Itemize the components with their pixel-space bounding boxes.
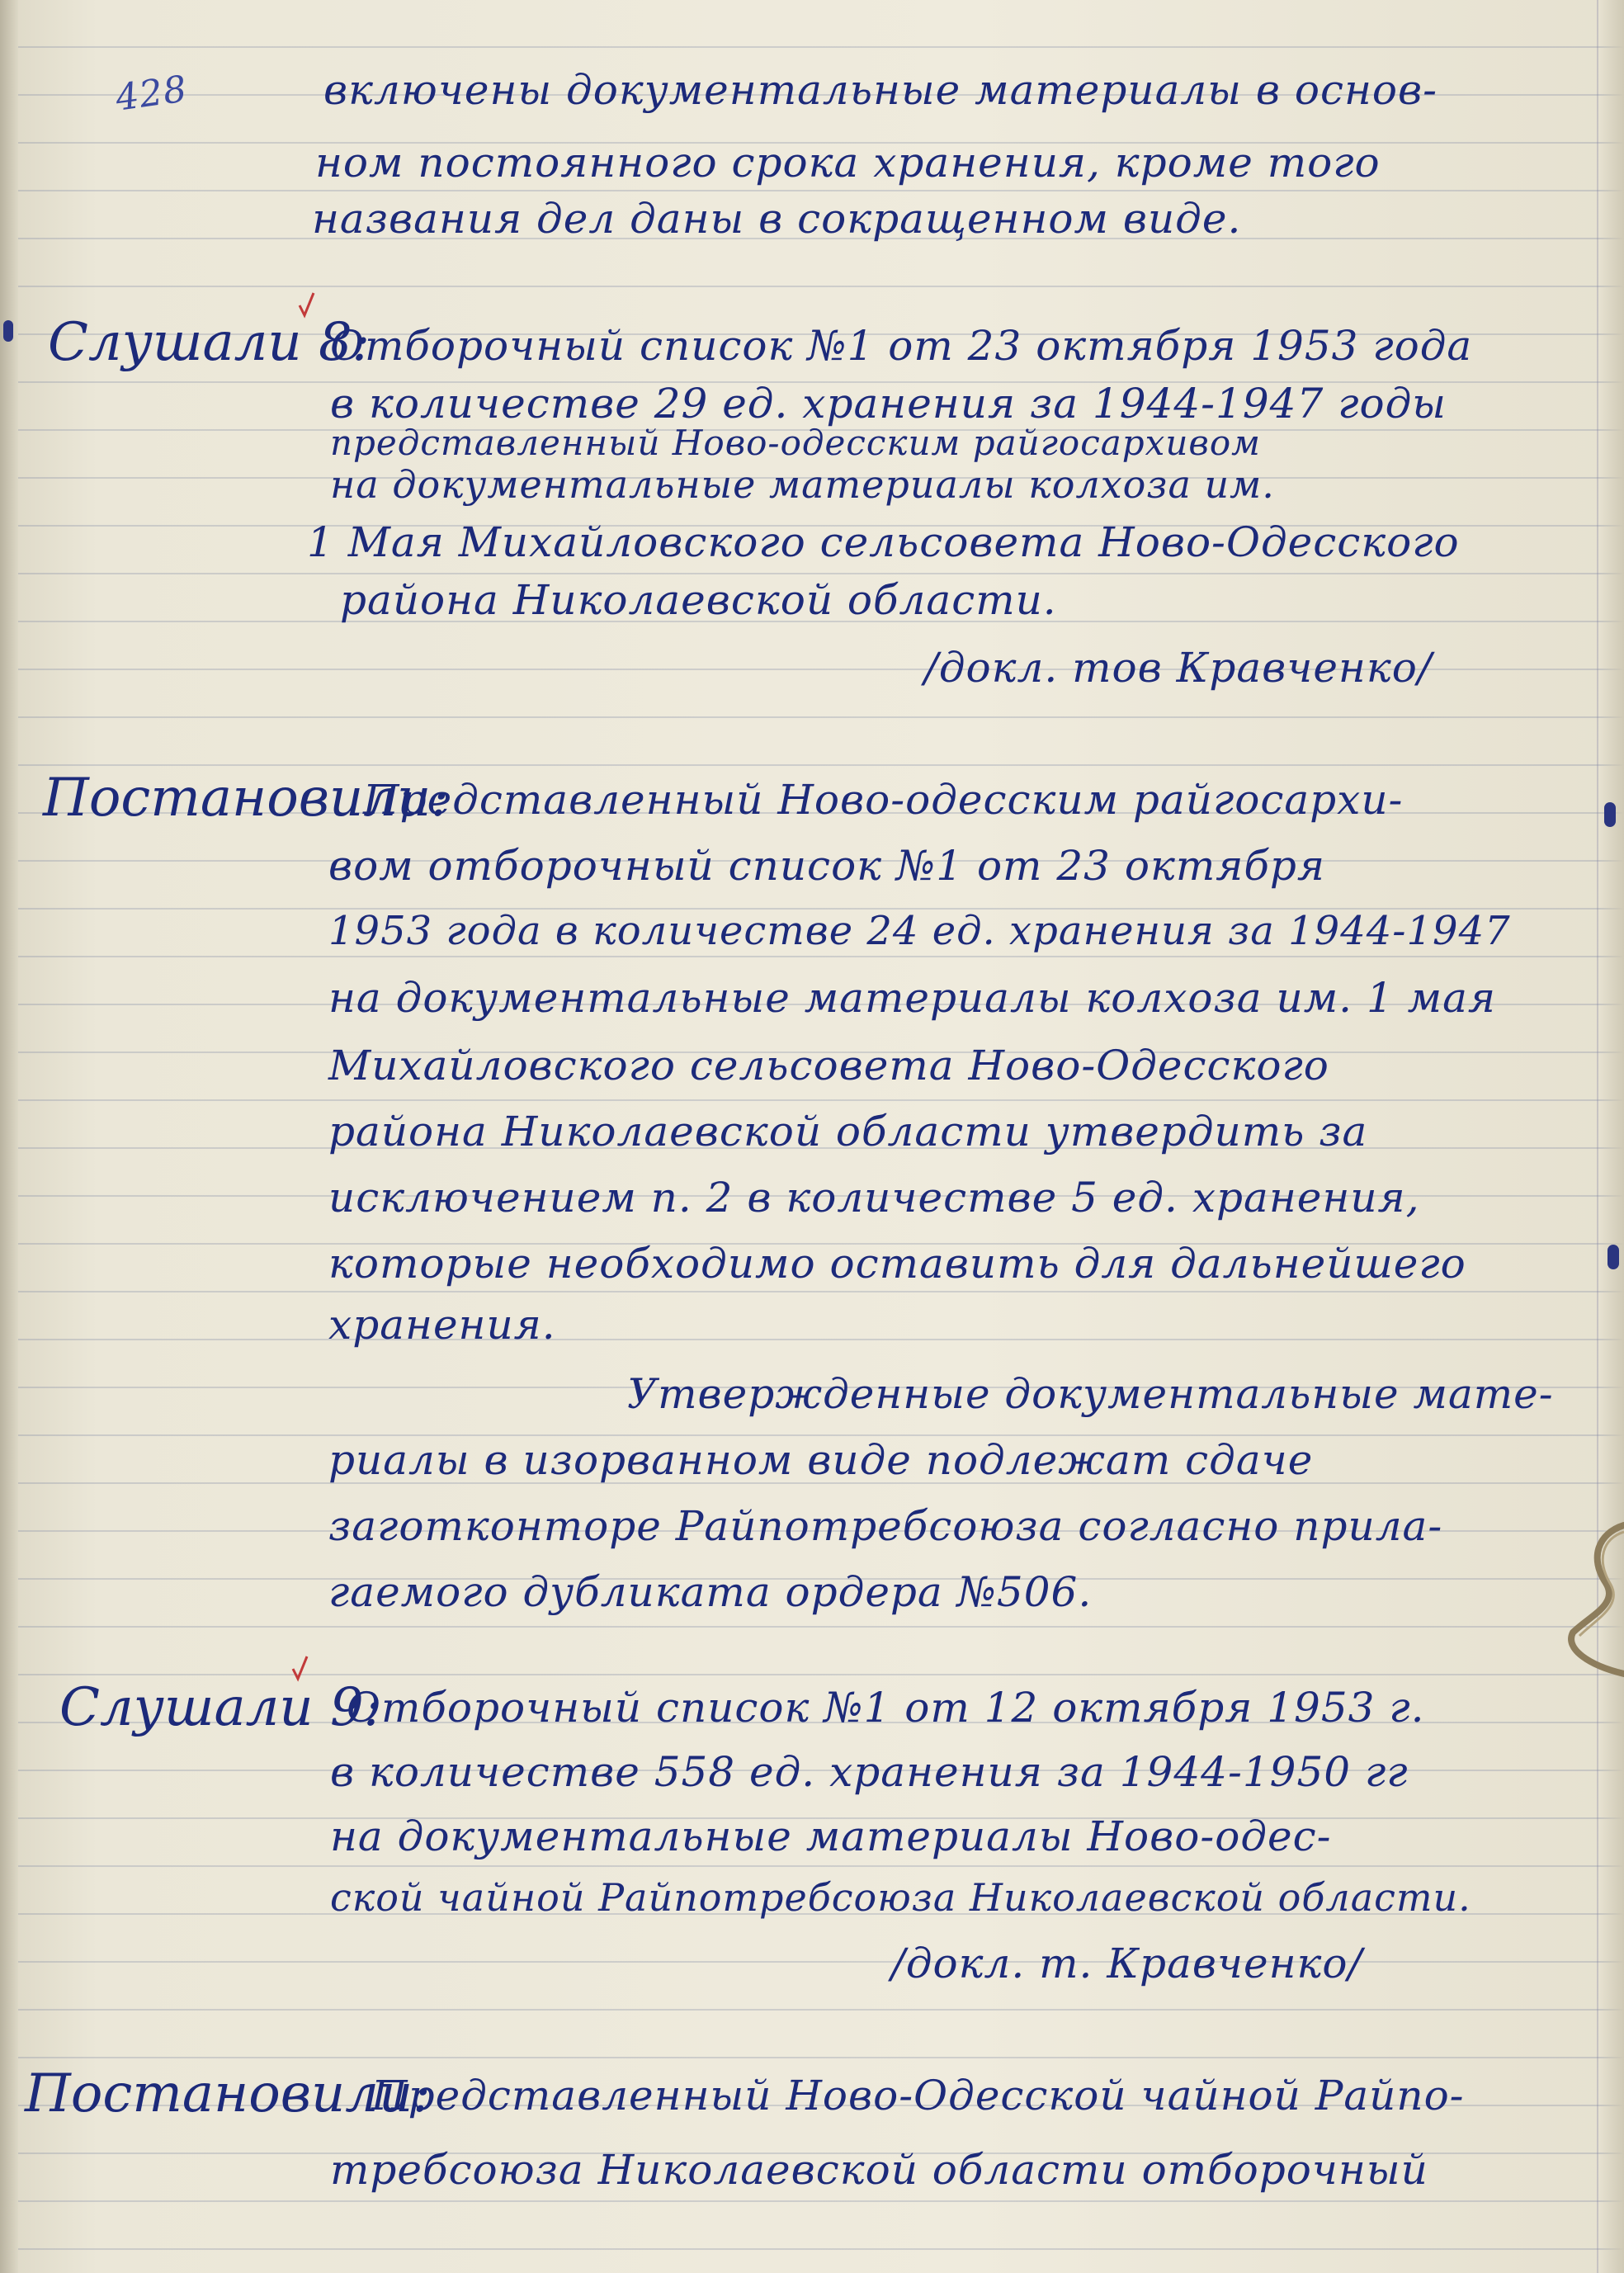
edge-ink-mark bbox=[1604, 802, 1616, 827]
text-line: Представленный Ново-одесским райгосархи- bbox=[363, 776, 1404, 824]
check-mark-icon bbox=[297, 291, 315, 319]
text-line: гаемого дубликата ордера №506. bbox=[328, 1568, 1093, 1616]
text-line: вом отборочный список №1 от 23 октября bbox=[328, 842, 1325, 890]
page-edge bbox=[1599, 0, 1624, 2273]
text-line: которые необходимо оставить для дальнейшего bbox=[328, 1240, 1466, 1288]
text-line: района Николаевской области утвердить за bbox=[328, 1108, 1368, 1155]
check-mark-icon bbox=[290, 1654, 309, 1682]
text-line: заготконторе Райпотребсоюза согласно прила- bbox=[328, 1502, 1443, 1550]
text-line: требсоюза Николаевской области отборочный bbox=[330, 2146, 1428, 2194]
margin-line bbox=[1597, 0, 1598, 2273]
text-line: Утвержденные документальные мате- bbox=[627, 1370, 1554, 1418]
text-line: названия дел даны в сокращенном виде. bbox=[312, 195, 1242, 243]
edge-ink-mark bbox=[3, 320, 13, 342]
text-line: Представленный Ново-Одесской чайной Райпо- bbox=[371, 2072, 1465, 2119]
text-line: ном постоянного срока хранения, кроме того bbox=[315, 139, 1381, 187]
text-line: включены документальные материалы в основ- bbox=[323, 66, 1438, 114]
binding-thread bbox=[1565, 1509, 1624, 1690]
section-label-decided-9: Постановили: bbox=[25, 2063, 431, 2124]
text-line: на документальные материалы Ново-одес- bbox=[330, 1812, 1332, 1860]
text-line: 1 Мая Михайловского сельсовета Ново-Одесского bbox=[307, 518, 1460, 566]
section-label-heard-8: Слушали 8: bbox=[48, 312, 371, 373]
text-line: 1953 года в количестве 24 ед. хранения за 1944-1947 bbox=[328, 908, 1511, 954]
speaker-line: /докл. тов Кравченко/ bbox=[924, 644, 1433, 692]
edge-ink-mark bbox=[1607, 1245, 1619, 1269]
text-line: на документальные материалы колхоза им. bbox=[330, 462, 1275, 507]
text-line: района Николаевской области. bbox=[340, 576, 1057, 624]
section-label-decided-8: Постановили: bbox=[43, 768, 449, 829]
text-line: Михайловского сельсовета Ново-Одесского bbox=[328, 1042, 1329, 1089]
section-label-heard-9: Слушали 9: bbox=[59, 1677, 382, 1738]
text-line: Отборочный список №1 от 12 октября 1953 г. bbox=[347, 1684, 1425, 1732]
folio-number: 428 bbox=[112, 68, 191, 120]
text-line: ской чайной Райпотребсоюза Николаевской области. bbox=[330, 1875, 1471, 1920]
text-line: представленный Ново-одесским райгосархивом bbox=[330, 423, 1261, 463]
text-line: на документальные материалы колхоза им. 1 мая bbox=[328, 974, 1497, 1022]
text-line: хранения. bbox=[328, 1301, 556, 1349]
text-line: в количестве 29 ед. хранения за 1944-1947 годы bbox=[330, 380, 1447, 428]
text-line: исключением п. 2 в количестве 5 ед. хранения, bbox=[328, 1174, 1420, 1222]
text-line: в количестве 558 ед. хранения за 1944-1950 гг bbox=[330, 1748, 1409, 1796]
speaker-line: /докл. т. Кравченко/ bbox=[891, 1940, 1363, 1987]
text-line: риалы в изорванном виде подлежат сдаче bbox=[328, 1436, 1314, 1484]
text-line: Отборочный список №1 от 23 октября 1953 года bbox=[330, 322, 1473, 370]
